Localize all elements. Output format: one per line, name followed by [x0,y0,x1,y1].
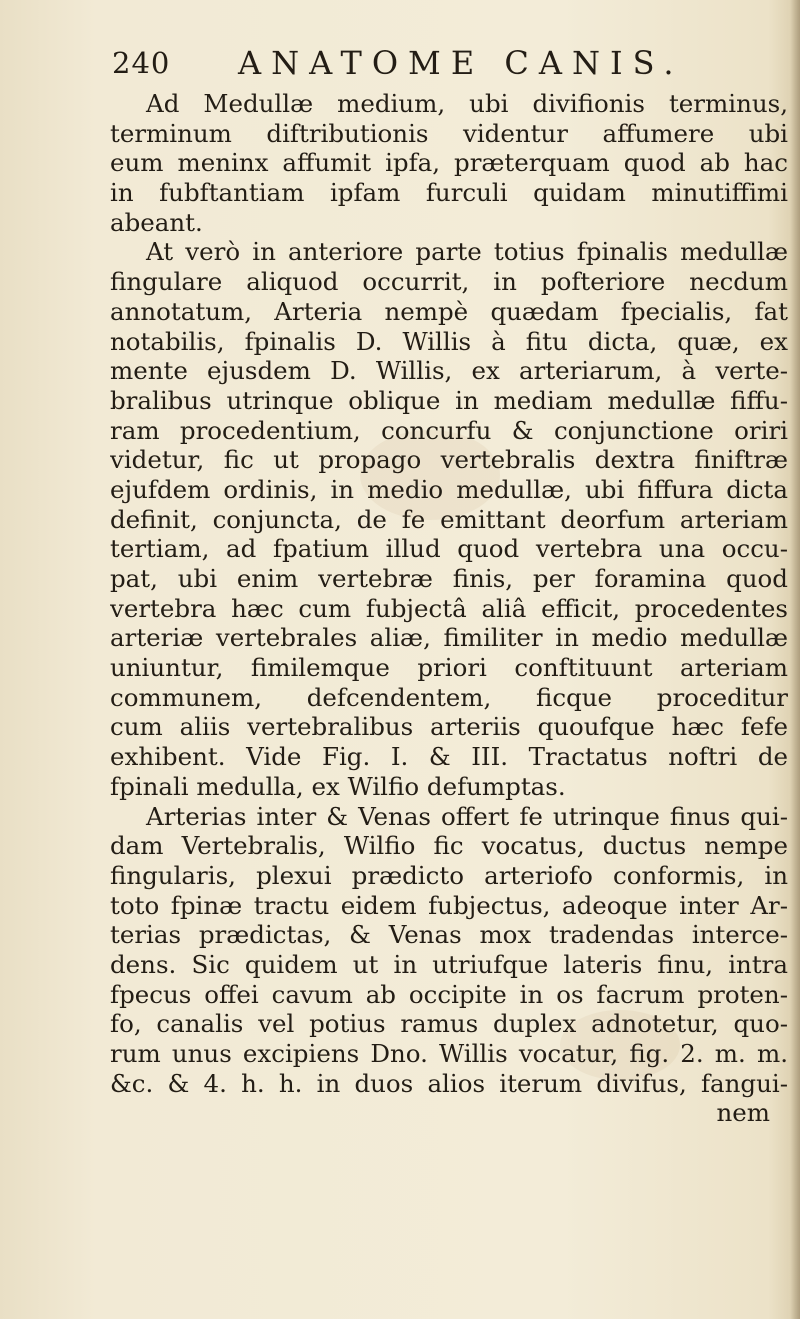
text-line: in fubftantiam ipfam furculi quidam minutiffimi [110,178,788,208]
text-line: &c. & 4. h. h. in duos alios iterum divifus, fangui- [110,1068,788,1098]
text-line: pat, ubi enim vertebræ finis, per foramina quod [110,564,788,593]
text-line: notabilis, fpinalis D. Willis à fitu dicta, quæ, ex [110,326,788,356]
text-line: definit, conjuncta, de fe emittant deorfum arteriam [110,504,788,534]
body-text [110,89,788,1128]
catchword: nem [716,1098,770,1128]
text-line: fingularis, plexui prædicto arteriofo conformis, in [110,860,788,890]
text-line: Ad Medullæ medium, ubi divifionis terminus, [146,89,788,118]
page-header [112,44,712,92]
text-line: ejufdem ordinis, in medio medullæ, ubi fiffura dicta [110,474,788,504]
text-line: toto fpinæ tractu eidem fubjectus, adeoque inter Ar- [110,890,788,920]
running-head: ANATOME CANIS. [238,44,684,82]
text-line: vertebra hæc cum fubjectâ aliâ efficit, procedentes [110,593,788,623]
text-line: fpinali medulla, ex Wilfio defumptas. [110,771,566,801]
text-line: rum unus excipiens Dno. Willis vocatur, fig. 2. m. m. [110,1039,788,1068]
text-line: eum meninx affumit ipfa, præterquam quod ab hac [110,148,788,178]
text-line: mente ejusdem D. Willis, ex arteriarum, à verte- [110,356,788,386]
text-line: fingulare aliquod occurrit, in pofteriore necdum [110,267,788,297]
text-line: ram procedentium, concurfu & conjunctione oriri [110,415,788,445]
text-line: fo, canalis vel potius ramus duplex adnotetur, quo- [110,1009,788,1039]
text-line: uniuntur, fimilemque priori conftituunt arteriam [110,653,788,683]
page-edge-shadow [790,0,800,1319]
text-line: arteriæ vertebrales aliæ, fimiliter in medio medullæ [110,623,788,653]
text-line: annotatum, Arteria nempè quædam fpecialis, fat [110,296,788,326]
text-line: Arterias inter & Venas offert fe utrinque finus qui- [146,801,788,831]
text-line: At verò in anteriore parte totius fpinalis medullæ [146,237,788,267]
text-line: abeant. [110,207,203,237]
text-line: bralibus utrinque oblique in mediam medullæ fiffu- [110,385,788,415]
text-line: fpecus offei cavum ab occipite in os facrum proten- [110,979,788,1009]
text-line: cum aliis vertebralibus arteriis quoufque hæc fefe [110,712,788,742]
page-number: 240 [112,46,171,80]
text-line: terias prædictas, & Venas mox tradendas interce- [110,920,788,950]
text-line: videtur, fic ut propago vertebralis dextra finiftræ [110,445,788,475]
text-line: terminum diftributionis videntur affumere ubi [110,118,788,148]
text-line: exhibent. Vide Fig. I. & III. Tractatus noftri de [110,742,788,772]
text-line: tertiam, ad fpatium illud quod vertebra una occu- [110,534,788,564]
text-line: dam Vertebralis, Wilfio fic vocatus, ductus nempe [110,831,788,861]
text-line: communem, defcendentem, ficque proceditur [110,682,788,712]
text-line: dens. Sic quidem ut in utriufque lateris finu, intra [110,949,788,979]
